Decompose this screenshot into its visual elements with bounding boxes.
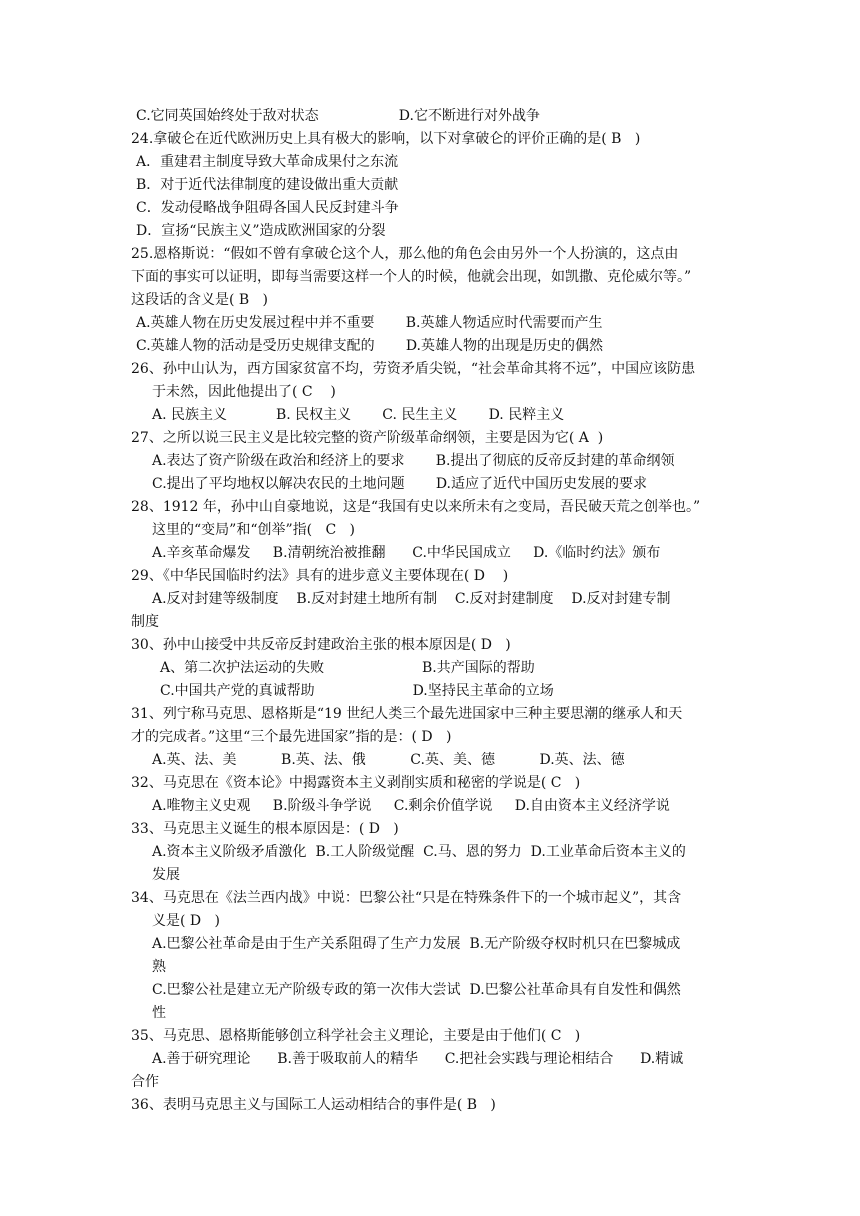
question-line: 下面的事实可以证明，即每当需要这样一个人的时候，他就会出现，如凯撒、克伦威尔等。” — [131, 269, 692, 285]
question-line: 29、《中华民国临时约法》具有的进步意义主要体现在( D ) — [131, 568, 509, 584]
option-line: A. 民族主义 B. 民权主义 C. 民生主义 D. 民粹主义 — [152, 407, 565, 423]
option-line: C.它同英国始终处于敌对状态 D.它不断进行对外战争 — [136, 108, 540, 124]
question-line: 30、孙中山接受中共反帝反封建政治主张的根本原因是( D ) — [131, 637, 511, 653]
question-line: 于未然，因此他提出了( C ) — [152, 384, 336, 400]
question-line: 27、之所以说三民主义是比较完整的资产阶级革命纲领，主要是因为它( A ) — [131, 430, 604, 446]
question-line: 36、表明马克思主义与国际工人运动相结合的事件是( B ) — [131, 1097, 496, 1113]
question-line: 24.拿破仑在近代欧洲历史上具有极大的影响，以下对拿破仑的评价正确的是( B ) — [131, 131, 641, 147]
option-line: B．对于近代法律制度的建设做出重大贡献 — [136, 177, 399, 193]
question-line: 26、孙中山认为，西方国家贫富不均，劳资矛盾尖锐，“社会革命其将不远”，中国应该防患 — [131, 361, 696, 377]
option-line: 性 — [152, 1005, 166, 1021]
question-line: 31、列宁称马克思、恩格斯是“19 世纪人类三个最先进国家中三种主要思潮的继承人和天 — [131, 706, 683, 722]
question-line: 32、马克思在《资本论》中揭露资本主义剥削实质和秘密的学说是( C ) — [131, 775, 581, 791]
option-line: A.英雄人物在历史发展过程中并不重要 B.英雄人物适应时代需要而产生 — [136, 315, 603, 331]
option-line: 制度 — [131, 614, 159, 630]
option-line: A.辛亥革命爆发 B.清朝统治被推翻 C.中华民国成立 D.《临时约法》颁布 — [152, 545, 661, 561]
option-line: A.巴黎公社革命是由于生产关系阻碍了生产力发展 B.无产阶级夺权时机只在巴黎城成 — [152, 936, 681, 952]
option-line: A.英、法、美 B.英、法、俄 C.英、美、德 D.英、法、德 — [152, 752, 625, 768]
question-line: 这里的“变局”和“创举”指( C ) — [152, 522, 355, 538]
option-line: C.中国共产党的真诚帮助 D.坚持民主革命的立场 — [160, 683, 554, 699]
option-line: 熟 — [152, 959, 166, 975]
question-line: 义是( D ) — [152, 913, 220, 929]
option-line: A.资本主义阶级矛盾激化 B.工人阶级觉醒 C.马、恩的努力 D.工业革命后资本主义的 — [152, 844, 686, 860]
question-line: 34、马克思在《法兰西内战》中说：巴黎公社“只是在特殊条件下的一个城市起义”，其含 — [131, 890, 682, 906]
option-line: C.提出了平均地权以解决农民的土地问题 D.适应了近代中国历史发展的要求 — [152, 476, 647, 492]
question-line: 33、马克思主义诞生的根本原因是：( D ) — [131, 821, 399, 837]
option-line: A．重建君主制度导致大革命成果付之东流 — [136, 154, 399, 170]
question-line: 这段话的含义是( B ) — [131, 292, 269, 308]
option-line: A.唯物主义史观 B.阶级斗争学说 C.剩余价值学说 D.自由资本主义经济学说 — [152, 798, 670, 814]
option-line: C．发动侵略战争阻碍各国人民反封建斗争 — [136, 200, 399, 216]
option-line: D．宣扬“民族主义”造成欧洲国家的分裂 — [136, 223, 386, 239]
option-line: A、第二次护法运动的失败 B.共产国际的帮助 — [160, 660, 535, 676]
question-line: 35、马克思、恩格斯能够创立科学社会主义理论，主要是由于他们( C ) — [131, 1028, 581, 1044]
option-line: C.巴黎公社是建立无产阶级专政的第一次伟大尝试 D.巴黎公社革命具有自发性和偶然 — [152, 982, 681, 998]
question-line: 25.恩格斯说：“假如不曾有拿破仑这个人，那么他的角色会由另外一个人扮演的，这点由 — [131, 246, 679, 262]
option-line: 发展 — [152, 867, 180, 883]
option-line: A.反对封建等级制度 B.反对封建土地所有制 C.反对封建制度 D.反对封建专制 — [152, 591, 671, 607]
option-line: A.善于研究理论 B.善于吸取前人的精华 C.把社会实践与理论相结合 D.精诚 — [152, 1051, 684, 1067]
option-line: C.英雄人物的活动是受历史规律支配的 D.英雄人物的出现是历史的偶然 — [136, 338, 603, 354]
option-line: 合作 — [131, 1074, 159, 1090]
question-line: 才的完成者。”这里“三个最先进国家”指的是：( D ) — [131, 729, 452, 745]
question-line: 28、1912 年，孙中山自豪地说，这是“我国有史以来所未有之变局，吾民破天荒之创举也。” — [131, 499, 701, 515]
option-line: A.表达了资产阶级在政治和经济上的要求 B.提出了彻底的反帝反封建的革命纲领 — [152, 453, 675, 469]
